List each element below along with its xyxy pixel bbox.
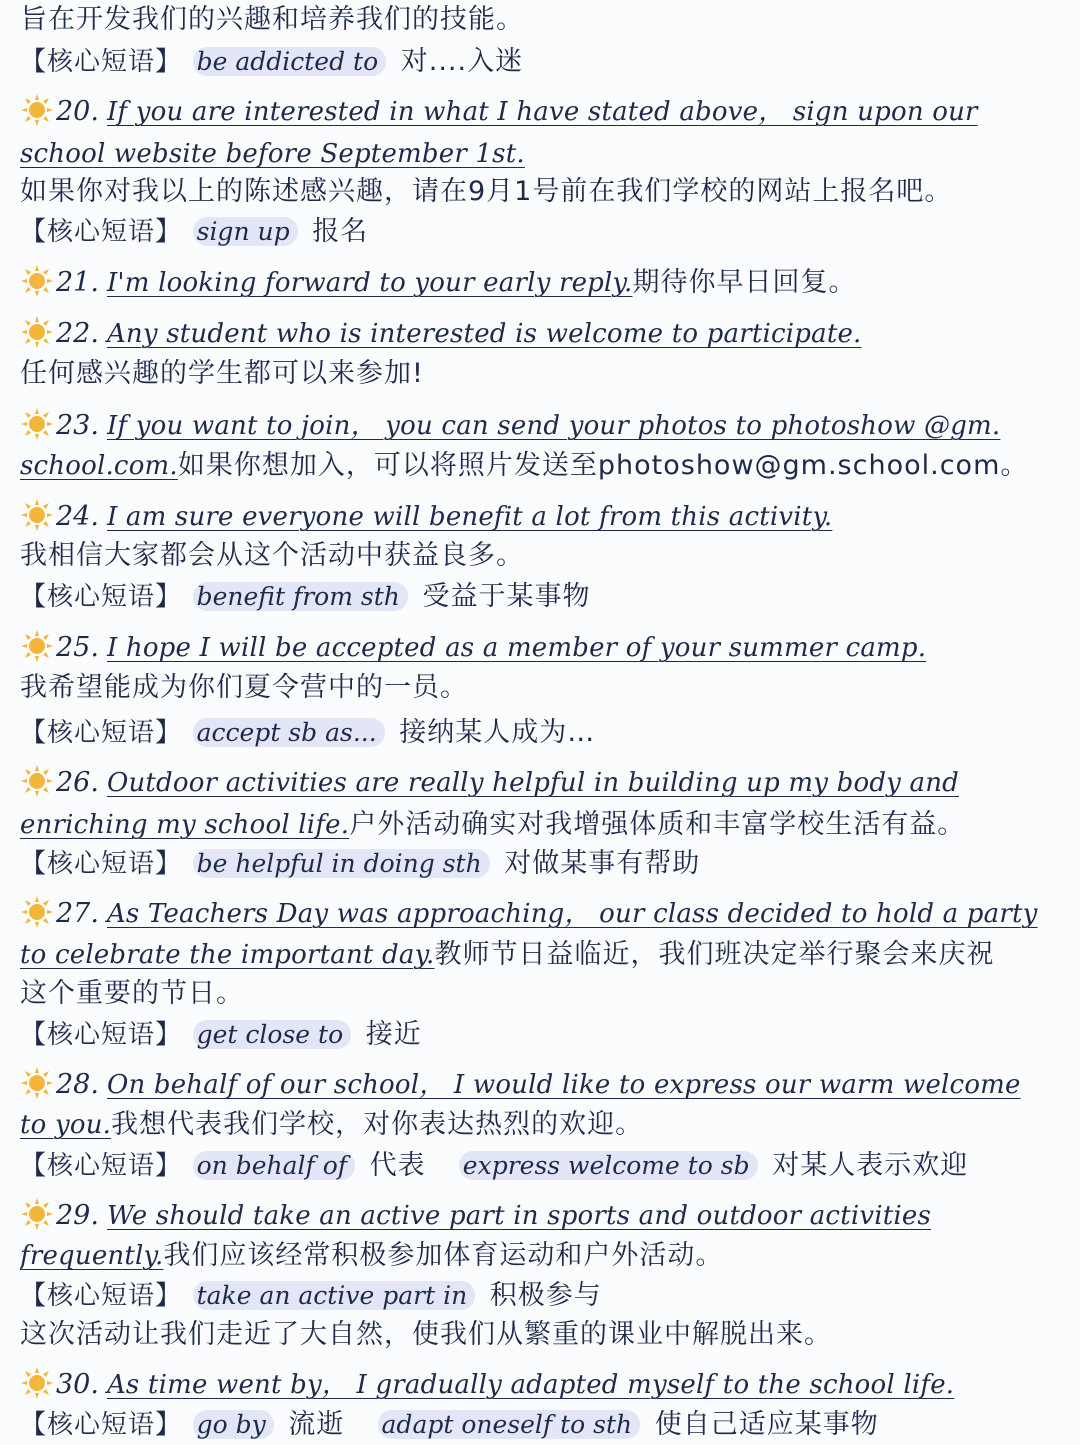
key-phrase: be helpful in doing sth	[193, 849, 490, 878]
english-sentence: Any student who is interested is welcome to participate.	[106, 319, 862, 349]
sentence-number: 25.	[56, 632, 99, 663]
english-sentence: If you want to join， you can send your photos to photoshow @gm.	[106, 411, 1001, 441]
sun-icon	[20, 93, 54, 127]
english-sentence: to you.	[20, 1110, 112, 1140]
english-sentence: I'm looking forward to your early reply.	[106, 268, 633, 298]
text-line	[20, 805, 1074, 845]
key-phrase: benefit from sth	[193, 582, 408, 611]
phrase-label: 【核心短语】	[20, 1151, 183, 1181]
phrase-line	[20, 212, 1074, 252]
text-line	[20, 1315, 1074, 1355]
english-sentence: I am sure everyone will benefit a lot from this activity.	[106, 502, 833, 532]
chinese-translation: 户外活动确实对我增强体质和丰富学校生活有益。	[349, 809, 966, 840]
text-line	[20, 354, 1074, 394]
phrase-meaning: 接近	[365, 1019, 422, 1050]
sentence-number: 27.	[56, 898, 99, 929]
phrase-label: 【核心短语】	[20, 1410, 183, 1440]
phrase-meaning: 对....入迷	[400, 46, 524, 77]
chinese-translation: 任何感兴趣的学生都可以来参加!	[20, 358, 424, 389]
english-sentence: As time went by， I gradually adapted myself to the school life.	[106, 1370, 955, 1400]
text-line	[20, 1105, 1074, 1145]
english-sentence: enriching my school life.	[20, 810, 350, 840]
sun-icon	[20, 498, 54, 532]
sentence-number: 30.	[56, 1369, 99, 1400]
sentence-27	[20, 894, 1074, 934]
chinese-translation: 我们应该经常积极参加体育运动和户外活动。	[163, 1240, 724, 1271]
chinese-translation: 如果你想加入，可以将照片发送至photoshow@gm.school.com。	[177, 450, 1029, 481]
phrase-label: 【核心短语】	[20, 582, 183, 612]
phrase-meaning: 使自己适应某事物	[654, 1409, 879, 1440]
text-line	[20, 172, 1074, 212]
phrase-meaning: 对某人表示欢迎	[772, 1150, 969, 1181]
phrase-label: 【核心短语】	[20, 1020, 183, 1050]
phrase-line	[20, 577, 1074, 617]
sentence-28	[20, 1065, 1074, 1105]
sentence-20	[20, 92, 1074, 132]
sun-icon	[20, 407, 54, 441]
english-sentence: As Teachers Day was approaching， our class decided to hold a party	[106, 899, 1038, 929]
sentence-24	[20, 497, 1074, 537]
sentence-21	[20, 263, 1074, 303]
phrase-line	[20, 1276, 1074, 1316]
sentence-30	[20, 1365, 1074, 1405]
sun-icon	[20, 1197, 54, 1231]
sun-icon	[20, 264, 54, 298]
phrase-label: 【核心短语】	[20, 47, 183, 77]
sun-icon	[20, 764, 54, 798]
phrase-meaning: 接纳某人成为…	[399, 717, 596, 748]
phrase-line	[20, 713, 1074, 753]
text-line	[20, 446, 1074, 486]
sentence-23	[20, 406, 1074, 446]
key-phrase: adapt oneself to sth	[378, 1410, 641, 1439]
sentence-number: 26.	[56, 767, 99, 798]
chinese-translation: 我想代表我们学校，对你表达热烈的欢迎。	[111, 1109, 644, 1140]
english-sentence: to celebrate the important day.	[20, 940, 435, 970]
phrase-line	[20, 42, 1074, 82]
text-line	[20, 935, 1074, 975]
chinese-translation: 教师节日益临近，我们班决定举行聚会来庆祝	[434, 939, 995, 970]
phrase-label: 【核心短语】	[20, 849, 183, 879]
text-line	[20, 0, 1074, 40]
sun-icon	[20, 895, 54, 929]
phrase-label: 【核心短语】	[20, 1281, 183, 1311]
sentence-number: 24.	[56, 501, 99, 532]
english-sentence: school.com.	[20, 451, 178, 481]
phrase-label: 【核心短语】	[20, 217, 183, 247]
phrase-meaning: 受益于某事物	[422, 581, 591, 612]
text-line	[20, 134, 1074, 174]
sentence-22	[20, 314, 1074, 354]
key-phrase: go by	[193, 1410, 274, 1439]
key-phrase: express welcome to sb	[459, 1151, 758, 1180]
phrase-meaning: 积极参与	[489, 1280, 602, 1311]
text-line	[20, 974, 1074, 1014]
phrase-label: 【核心短语】	[20, 718, 183, 748]
chinese-translation: 我希望能成为你们夏令营中的一员。	[20, 672, 468, 703]
english-sentence: If you are interested in what I have stated above， sign upon our	[106, 97, 978, 127]
key-phrase: sign up	[193, 217, 298, 246]
text-line	[20, 668, 1074, 708]
chinese-translation: 期待你早日回复。	[632, 267, 857, 298]
text-line	[20, 1236, 1074, 1276]
key-phrase: on behalf of	[193, 1151, 355, 1180]
phrase-meaning: 代表	[369, 1150, 426, 1181]
english-sentence: school website before September 1st.	[20, 139, 525, 169]
sentence-29	[20, 1196, 1074, 1236]
key-phrase: get close to	[193, 1020, 352, 1049]
sentence-26	[20, 763, 1074, 803]
english-sentence: On behalf of our school， I would like to express our warm welcome	[106, 1070, 1021, 1100]
english-sentence: I hope I will be accepted as a member of your summer camp.	[106, 633, 927, 663]
sun-icon	[20, 1066, 54, 1100]
chinese-translation: 这个重要的节日。	[20, 978, 244, 1009]
chinese-translation: 如果你对我以上的陈述感兴趣，请在9月1号前在我们学校的网站上报名吧。	[20, 176, 953, 207]
english-sentence: frequently.	[20, 1241, 164, 1271]
phrase-line	[20, 1146, 1074, 1186]
chinese-text: 旨在开发我们的兴趣和培养我们的技能。	[20, 4, 524, 35]
sun-icon	[20, 629, 54, 663]
sentence-number: 28.	[56, 1069, 99, 1100]
chinese-text: 这次活动让我们走近了大自然，使我们从繁重的课业中解脱出来。	[20, 1319, 832, 1350]
phrase-meaning: 报名	[312, 216, 369, 247]
sentence-number: 29.	[56, 1200, 99, 1231]
sentence-number: 21.	[56, 267, 99, 298]
phrase-line	[20, 1015, 1074, 1055]
text-line	[20, 536, 1074, 576]
sun-icon	[20, 1366, 54, 1400]
chinese-translation: 我相信大家都会从这个活动中获益良多。	[20, 540, 524, 571]
phrase-meaning: 对做某事有帮助	[504, 848, 701, 879]
key-phrase: accept sb as...	[193, 718, 385, 747]
sentence-number: 23.	[56, 410, 99, 441]
phrase-line	[20, 1405, 1074, 1445]
sentence-25	[20, 628, 1074, 668]
sentence-number: 20.	[56, 96, 99, 127]
key-phrase: take an active part in	[193, 1281, 476, 1310]
sentence-number: 22.	[56, 318, 99, 349]
key-phrase: be addicted to	[193, 47, 387, 76]
phrase-meaning: 流逝	[288, 1409, 345, 1440]
phrase-line	[20, 844, 1074, 884]
sun-icon	[20, 315, 54, 349]
english-sentence: Outdoor activities are really helpful in building up my body and	[106, 768, 960, 798]
english-sentence: We should take an active part in sports and outdoor activities	[106, 1201, 932, 1231]
